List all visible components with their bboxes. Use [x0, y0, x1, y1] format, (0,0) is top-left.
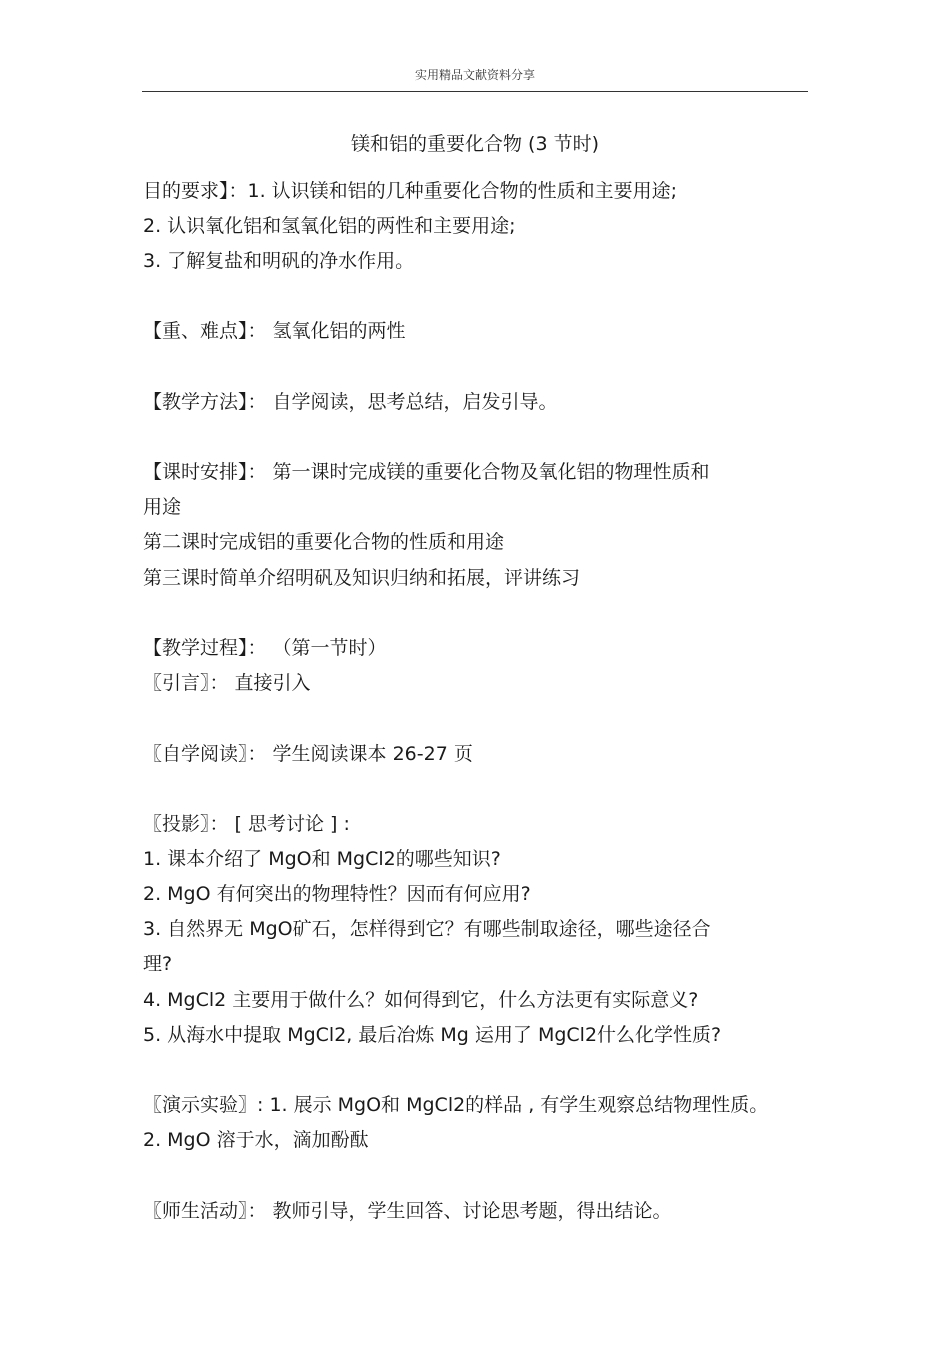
- schedule-line-2: 用途: [143, 496, 182, 518]
- objectives-item-2: 2. 认识氧化铝和氢氧化铝的两性和主要用途;: [143, 215, 516, 237]
- schedule-line-1: 【课时安排】： 第一课时完成镁的重要化合物及氧化铝的物理性质和: [143, 461, 710, 483]
- question-3-cont: 理?: [143, 953, 173, 975]
- schedule-line-3: 第二课时完成铝的重要化合物的性质和用途: [143, 531, 505, 553]
- demo-experiment-item-2: 2. MgO 溶于水，滴加酚酞: [143, 1129, 369, 1151]
- question-3: 3. 自然界无 MgO矿石，怎样得到它？有哪些制取途径，哪些途径合: [143, 918, 711, 940]
- key-points-line: 【重、难点】： 氢氧化铝的两性: [143, 320, 406, 342]
- teaching-process-line: 【教学过程】： （第一节时）: [143, 637, 387, 659]
- demo-experiment-line: 〖演示实验〗: 1. 展示 MgO和 MgCl2的样品 , 有学生观察总结物理性质。: [143, 1094, 769, 1116]
- projection-line: 〖投影〗： [ 思考讨论 ] :: [143, 813, 350, 835]
- header-text: 实用精品文献资料分享: [414, 68, 535, 82]
- document-title: 镁和铝的重要化合物 (3 节时): [351, 133, 599, 155]
- header-divider: [142, 91, 808, 92]
- activity-line: 〖师生活动〗： 教师引导，学生回答、讨论思考题，得出结论。: [143, 1200, 672, 1222]
- question-5: 5. 从海水中提取 MgCl2, 最后冶炼 Mg 运用了 MgCl2什么化学性质?: [143, 1024, 722, 1046]
- schedule-line-4: 第三课时简单介绍明矾及知识归纳和拓展，评讲练习: [143, 567, 581, 589]
- objectives-item-3: 3. 了解复盐和明矾的净水作用。: [143, 250, 415, 272]
- question-1: 1. 课本介绍了 MgO和 MgCl2的哪些知识?: [143, 848, 501, 870]
- question-2: 2. MgO 有何突出的物理特性？因而有何应用?: [143, 883, 531, 905]
- introduction-line: 〖引言〗： 直接引入: [143, 672, 311, 694]
- question-4: 4. MgCl2 主要用于做什么？如何得到它，什么方法更有实际意义?: [143, 989, 699, 1011]
- teaching-method-line: 【教学方法】： 自学阅读，思考总结，启发引导。: [143, 391, 558, 413]
- self-reading-line: 〖自学阅读〗： 学生阅读课本 26-27 页: [143, 743, 473, 765]
- objectives-line: 目的要求】：1. 认识镁和铝的几种重要化合物的性质和主要用途;: [143, 180, 678, 202]
